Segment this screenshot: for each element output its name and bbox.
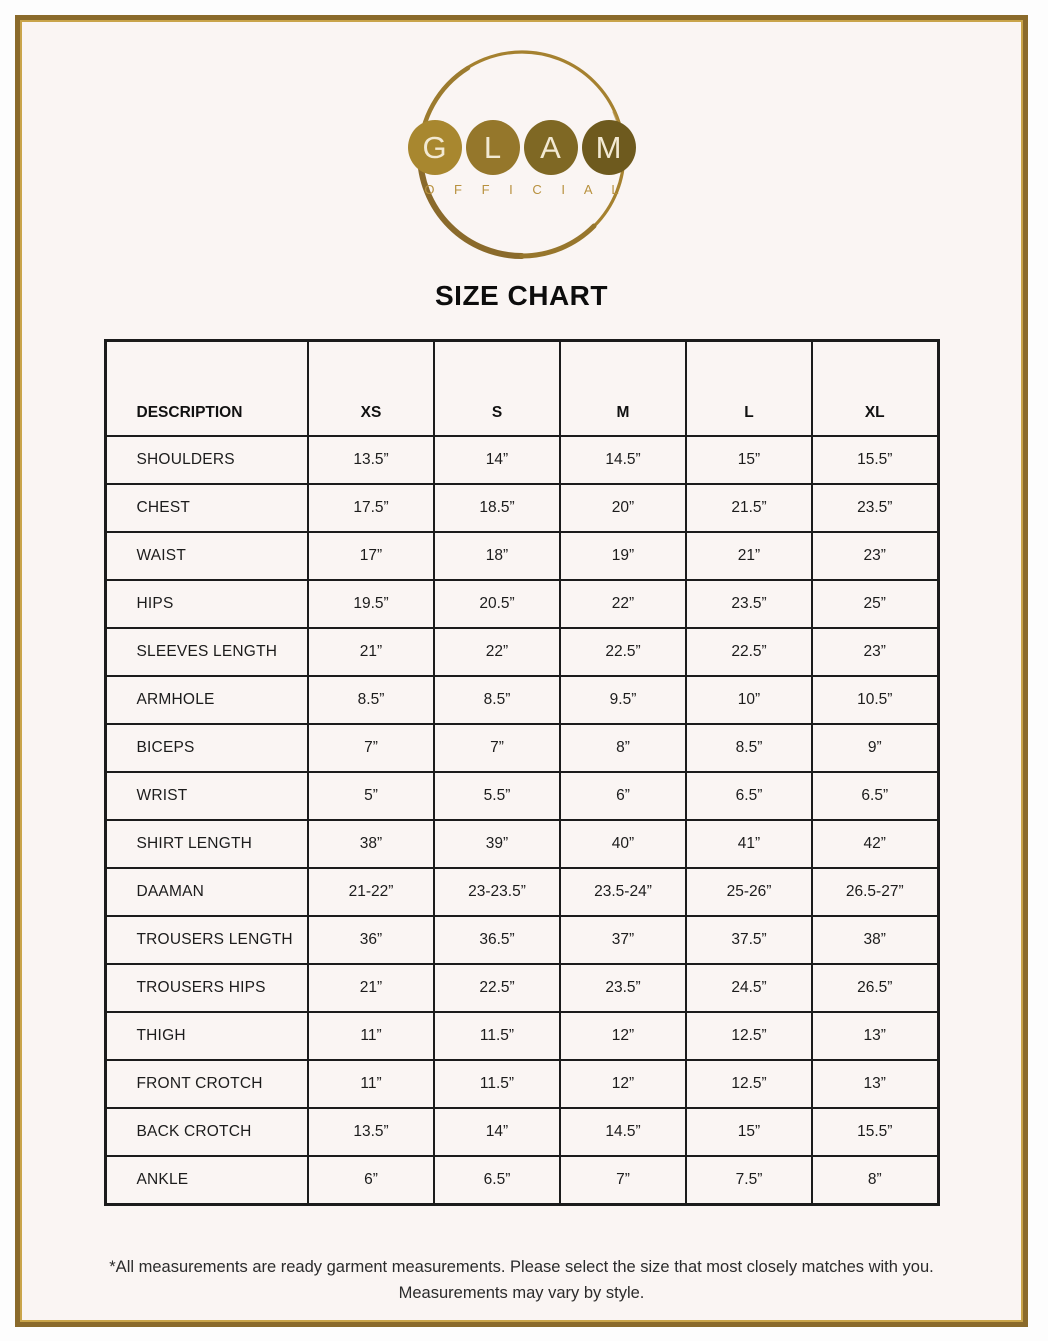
value-xl: 15.5” xyxy=(812,436,938,484)
measurement-label: HIPS xyxy=(105,580,308,628)
value-xs: 17” xyxy=(308,532,434,580)
measurement-label: DAAMAN xyxy=(105,868,308,916)
gold-frame xyxy=(15,15,1028,1327)
measurement-label: WAIST xyxy=(105,532,308,580)
value-xl: 23” xyxy=(812,532,938,580)
value-xs: 8.5” xyxy=(308,676,434,724)
table-row xyxy=(105,868,938,916)
value-xs: 11” xyxy=(308,1060,434,1108)
table-row xyxy=(105,916,938,964)
measurement-label: SHIRT LENGTH xyxy=(105,820,308,868)
table-row xyxy=(105,628,938,676)
value-s: 14” xyxy=(434,1108,560,1156)
value-l: 6.5” xyxy=(686,772,812,820)
table-row xyxy=(105,1156,938,1205)
value-s: 18.5” xyxy=(434,484,560,532)
value-m: 6” xyxy=(560,772,686,820)
value-xl: 26.5” xyxy=(812,964,938,1012)
value-l: 41” xyxy=(686,820,812,868)
brand-logo xyxy=(408,42,636,270)
page-content xyxy=(20,20,1023,1322)
table-row xyxy=(105,436,938,484)
header-xl: XL xyxy=(812,341,938,437)
value-xl: 23.5” xyxy=(812,484,938,532)
measurement-label: SHOULDERS xyxy=(105,436,308,484)
value-xl: 8” xyxy=(812,1156,938,1205)
table-row xyxy=(105,580,938,628)
value-l: 37.5” xyxy=(686,916,812,964)
table-row xyxy=(105,964,938,1012)
measurement-label: FRONT CROTCH xyxy=(105,1060,308,1108)
table-row xyxy=(105,820,938,868)
value-xs: 6” xyxy=(308,1156,434,1205)
value-m: 40” xyxy=(560,820,686,868)
logo-letters xyxy=(408,120,636,175)
table-row xyxy=(105,484,938,532)
value-m: 23.5” xyxy=(560,964,686,1012)
value-xs: 21” xyxy=(308,628,434,676)
value-l: 15” xyxy=(686,436,812,484)
value-l: 8.5” xyxy=(686,724,812,772)
measurement-label: ANKLE xyxy=(105,1156,308,1205)
logo-letter-l: L xyxy=(466,120,520,175)
measurement-label: SLEEVES LENGTH xyxy=(105,628,308,676)
value-xl: 38” xyxy=(812,916,938,964)
logo-subtitle: O F F I C I A L xyxy=(424,182,627,197)
value-xs: 21” xyxy=(308,964,434,1012)
value-s: 22.5” xyxy=(434,964,560,1012)
measurement-label: ARMHOLE xyxy=(105,676,308,724)
value-xl: 23” xyxy=(812,628,938,676)
value-xs: 7” xyxy=(308,724,434,772)
value-m: 9.5” xyxy=(560,676,686,724)
value-m: 14.5” xyxy=(560,436,686,484)
measurement-label: TROUSERS LENGTH xyxy=(105,916,308,964)
header-s: S xyxy=(434,341,560,437)
value-l: 15” xyxy=(686,1108,812,1156)
measurement-label: TROUSERS HIPS xyxy=(105,964,308,1012)
value-m: 7” xyxy=(560,1156,686,1205)
logo-letter-a: A xyxy=(524,120,578,175)
logo-letter-g: G xyxy=(408,120,462,175)
table-row xyxy=(105,1108,938,1156)
value-xs: 36” xyxy=(308,916,434,964)
value-s: 11.5” xyxy=(434,1012,560,1060)
value-m: 19” xyxy=(560,532,686,580)
header-xs: XS xyxy=(308,341,434,437)
value-l: 21.5” xyxy=(686,484,812,532)
value-s: 23-23.5” xyxy=(434,868,560,916)
value-l: 24.5” xyxy=(686,964,812,1012)
value-m: 8” xyxy=(560,724,686,772)
value-l: 12.5” xyxy=(686,1012,812,1060)
value-m: 12” xyxy=(560,1012,686,1060)
value-s: 11.5” xyxy=(434,1060,560,1108)
value-xs: 13.5” xyxy=(308,1108,434,1156)
footnote-line-1: *All measurements are ready garment measurements. Please select the size that most closely matches with you. xyxy=(109,1258,934,1276)
header-l: L xyxy=(686,341,812,437)
value-l: 22.5” xyxy=(686,628,812,676)
table-row xyxy=(105,1060,938,1108)
value-xl: 13” xyxy=(812,1060,938,1108)
table-row xyxy=(105,772,938,820)
value-s: 39” xyxy=(434,820,560,868)
value-l: 25-26” xyxy=(686,868,812,916)
value-xl: 25” xyxy=(812,580,938,628)
value-m: 22” xyxy=(560,580,686,628)
value-s: 20.5” xyxy=(434,580,560,628)
header-m: M xyxy=(560,341,686,437)
value-s: 22” xyxy=(434,628,560,676)
value-xl: 26.5-27” xyxy=(812,868,938,916)
table-row xyxy=(105,676,938,724)
header-description: DESCRIPTION xyxy=(105,341,308,437)
size-chart-table xyxy=(104,339,940,1206)
measurement-label: CHEST xyxy=(105,484,308,532)
value-l: 7.5” xyxy=(686,1156,812,1205)
value-m: 12” xyxy=(560,1060,686,1108)
value-l: 12.5” xyxy=(686,1060,812,1108)
table-row xyxy=(105,532,938,580)
value-xl: 6.5” xyxy=(812,772,938,820)
value-l: 10” xyxy=(686,676,812,724)
value-m: 23.5-24” xyxy=(560,868,686,916)
table-row xyxy=(105,1012,938,1060)
value-s: 18” xyxy=(434,532,560,580)
table-header-row xyxy=(105,341,938,437)
table-row xyxy=(105,724,938,772)
value-m: 20” xyxy=(560,484,686,532)
value-xl: 9” xyxy=(812,724,938,772)
value-xs: 5” xyxy=(308,772,434,820)
value-s: 6.5” xyxy=(434,1156,560,1205)
value-l: 21” xyxy=(686,532,812,580)
value-m: 14.5” xyxy=(560,1108,686,1156)
value-xs: 38” xyxy=(308,820,434,868)
value-xl: 42” xyxy=(812,820,938,868)
value-xl: 10.5” xyxy=(812,676,938,724)
logo-letter-m: M xyxy=(582,120,636,175)
value-s: 36.5” xyxy=(434,916,560,964)
value-s: 7” xyxy=(434,724,560,772)
value-xs: 19.5” xyxy=(308,580,434,628)
measurement-label: BICEPS xyxy=(105,724,308,772)
value-s: 5.5” xyxy=(434,772,560,820)
value-xs: 21-22” xyxy=(308,868,434,916)
value-xs: 11” xyxy=(308,1012,434,1060)
measurement-label: THIGH xyxy=(105,1012,308,1060)
value-xl: 13” xyxy=(812,1012,938,1060)
value-l: 23.5” xyxy=(686,580,812,628)
measurement-label: WRIST xyxy=(105,772,308,820)
value-xs: 17.5” xyxy=(308,484,434,532)
value-m: 22.5” xyxy=(560,628,686,676)
value-m: 37” xyxy=(560,916,686,964)
page-title: SIZE CHART xyxy=(435,280,608,311)
value-s: 8.5” xyxy=(434,676,560,724)
footnote-line-2: Measurements may vary by style. xyxy=(398,1283,645,1302)
measurement-label: BACK CROTCH xyxy=(105,1108,308,1156)
value-s: 14” xyxy=(434,436,560,484)
value-xs: 13.5” xyxy=(308,436,434,484)
footnote xyxy=(22,1255,1021,1306)
value-xl: 15.5” xyxy=(812,1108,938,1156)
